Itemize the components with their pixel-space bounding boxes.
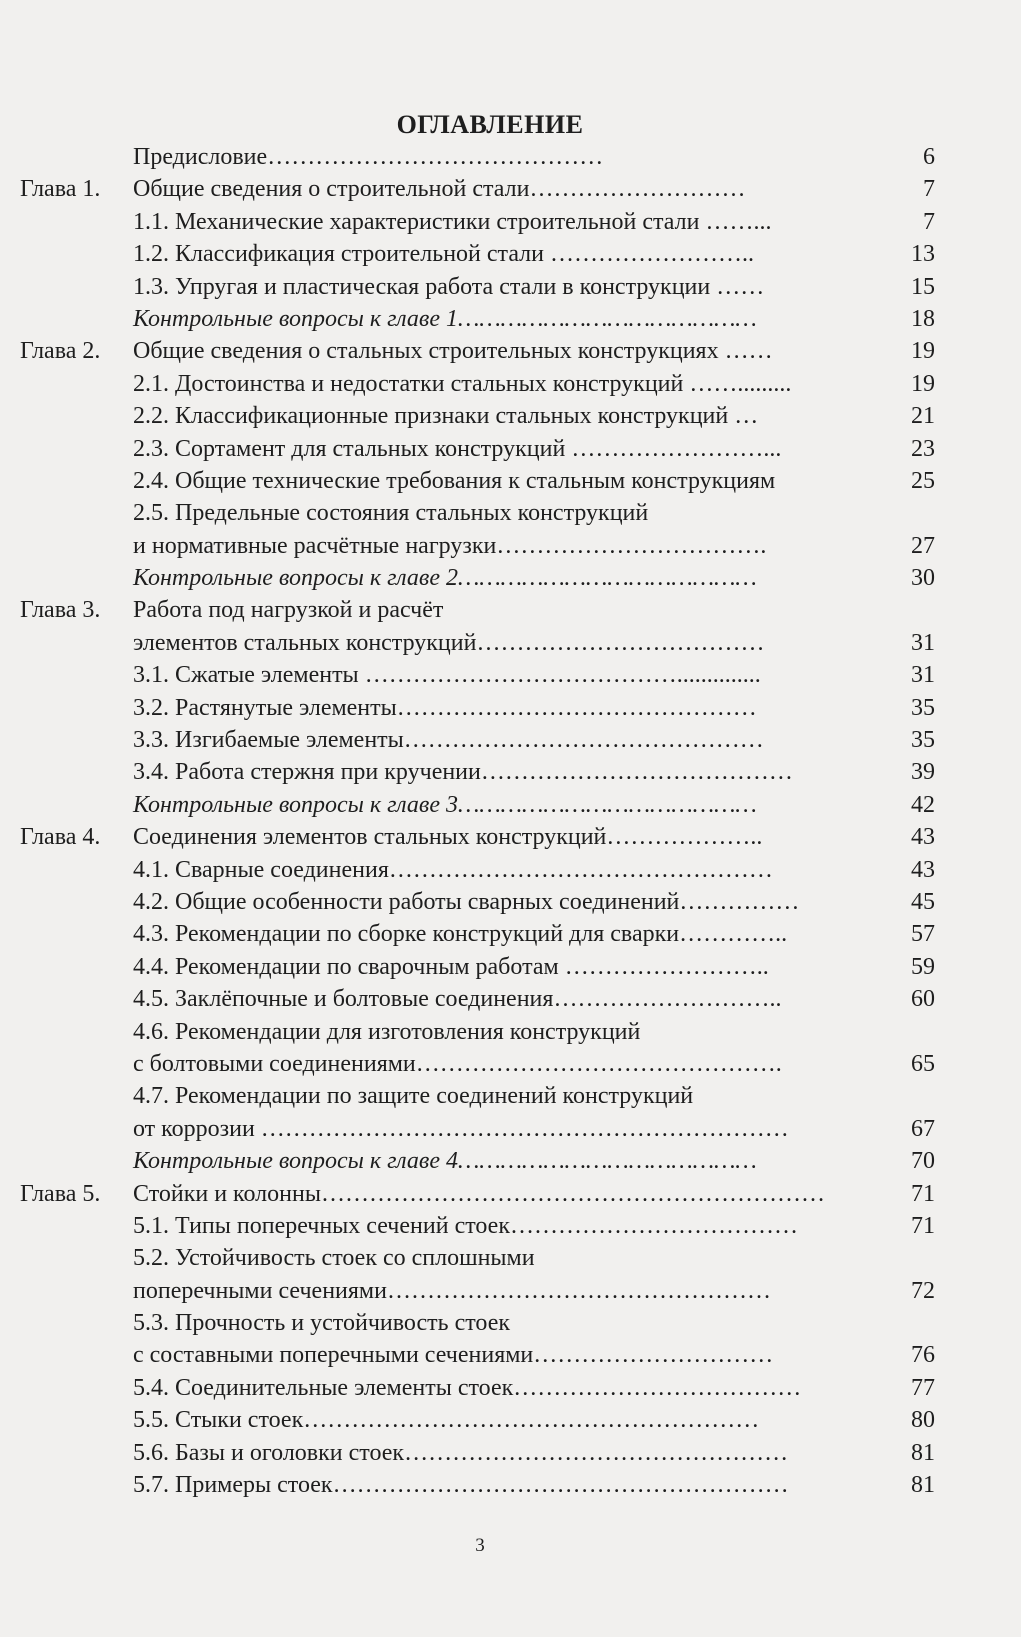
toc-entry-title [133,335,773,367]
toc-page-number: 19 [911,338,935,365]
toc-entry [0,271,1021,303]
toc-entry-title [133,1016,640,1048]
toc-entry-title [133,951,769,983]
toc-entry [0,1307,1021,1339]
toc-page-number: 70 [911,1148,935,1175]
toc-entry-text: Работа под нагрузкой и расчёт [133,597,444,624]
toc-dot-leader: …………………………………… [457,1148,757,1175]
toc-entry-title [133,497,648,529]
toc-entry-text: 5.7. Примеры стоек [133,1472,333,1499]
toc-entry [0,692,1021,724]
toc-entry [0,1469,1021,1501]
toc-entry-text: Соединения элементов стальных конструкций [133,824,607,851]
toc-page-number: 59 [911,953,935,980]
toc-entry-text: Контрольные вопросы к главе 4 [133,1148,458,1175]
toc-entry [0,368,1021,400]
page-number: 3 [475,1535,485,1556]
toc-dot-leader: ……………………... [565,435,782,462]
toc-dot-leader: ……………………………. [496,532,767,559]
toc-dot-leader: … [728,403,759,430]
toc-page-number: 42 [911,791,935,818]
toc-entry-text: 4.3. Рекомендации по сборке конструкций для сварки [133,921,680,948]
table-of-contents [0,141,1021,1501]
toc-entry-text: 3.1. Сжатые элементы [133,662,359,689]
toc-entry [0,789,1021,821]
toc-dot-leader: …………………….. [558,953,769,980]
toc-page-number: 7 [923,176,935,203]
toc-dot-leader: ………………………………………………… [332,1472,789,1499]
toc-entry-text: 5.6. Базы и оголовки стоек [133,1439,405,1466]
toc-page-number: 65 [911,1050,935,1077]
toc-entry-title [133,983,781,1015]
toc-dot-leader: …………………………………… [457,305,757,332]
toc-entry-text: Общие сведения о строительной стали [133,176,530,203]
toc-dot-leader: ……………………………………………………… [320,1180,825,1207]
toc-chapter-label: Глава 4. [20,824,101,851]
toc-page-number: 60 [911,986,935,1013]
toc-dot-leader: ………………………………….............. [358,662,761,689]
toc-entry-title [133,271,764,303]
toc-entry-text: 4.7. Рекомендации по защите соединений конструкций [133,1083,694,1110]
toc-entry-text: 4.2. Общие особенности работы сварных соединений [133,888,680,915]
toc-page-number: 6 [923,144,935,170]
toc-entry-text: элементов стальных конструкций [133,629,477,656]
toc-entry-text: 1.1. Механические характеристики строительной стали [133,208,700,235]
toc-entry-text: Стойки и колонны [133,1180,321,1207]
toc-entry [0,238,1021,270]
toc-entry-text: 5.3. Прочность и устойчивость стоек [133,1310,511,1337]
toc-entry-text: с болтовыми соединениями [133,1050,416,1077]
toc-entry-title [133,1080,693,1112]
toc-dot-leader: …………………….. [544,241,754,268]
toc-page-number: 43 [911,856,935,883]
toc-entry-text: 1.2. Классификация строительной стали [133,241,544,268]
toc-entry-title [133,659,761,691]
toc-entry-text: 4.1. Сварные соединения [133,856,389,883]
toc-entry [0,918,1021,950]
toc-entry-title [133,1275,771,1307]
toc-entry-title [133,238,754,270]
toc-entry [0,1242,1021,1274]
toc-entry-title [133,173,745,205]
toc-entry-title [133,1242,535,1274]
toc-entry-text: и нормативные расчётные нагрузки [133,532,497,559]
toc-entry [0,1339,1021,1371]
toc-dot-leader: ……………………………… [510,1212,798,1239]
toc-dot-leader: ………………………………………… [388,856,773,883]
toc-page-number: 7 [923,208,935,235]
toc-entry-text: 2.5. Предельные состояния стальных конструкций [133,500,649,527]
toc-entry-title [133,530,766,562]
toc-entry-text: 4.4. Рекомендации по сварочным работам [133,953,559,980]
toc-entry-title [133,918,787,950]
toc-page-number: 80 [911,1407,935,1434]
toc-entry-title [133,433,781,465]
toc-page-number: 27 [911,532,935,559]
toc-page-number: 71 [911,1212,935,1239]
toc-entry [0,335,1021,367]
toc-entry-title [133,1339,773,1371]
toc-dot-leader: …… [718,338,773,365]
toc-entry-title [133,1372,801,1404]
toc-dot-leader: ……………….. [606,824,763,851]
toc-page-number: 35 [911,694,935,721]
toc-entry [0,983,1021,1015]
toc-entry [0,206,1021,238]
toc-entry-text: 2.2. Классификационные признаки стальных конструкций [133,403,729,430]
toc-page-number: 31 [911,629,935,656]
toc-entry-text: 3.4. Работа стержня при кручении [133,759,481,786]
toc-entry-text: 4.6. Рекомендации для изготовления конструкций [133,1018,641,1045]
toc-entry-title [133,594,443,626]
toc-entry-title [133,1178,825,1210]
toc-entry [0,562,1021,594]
toc-dot-leader: ……………………………………… [403,727,764,754]
toc-dot-leader: ……………………….. [553,986,782,1013]
toc-entry-title [133,789,757,821]
toc-dot-leader: ……………………… [529,176,746,203]
toc-entry [0,1145,1021,1177]
toc-entry [0,1437,1021,1469]
toc-entry-title [133,886,799,918]
toc-entry-title [133,206,771,238]
toc-entry [0,530,1021,562]
toc-entry [0,724,1021,756]
toc-entry-text: 2.1. Достоинства и недостатки стальных конструкций [133,370,684,397]
toc-entry-title [133,141,603,173]
toc-page-number: 19 [911,370,935,397]
toc-page-number: 15 [911,273,935,300]
toc-page-number: 81 [911,1439,935,1466]
toc-page-number: 21 [911,403,935,430]
toc-entry-text: поперечными сечениями [133,1277,387,1304]
toc-dot-leader: ………………………………………………… [303,1407,760,1434]
toc-entry-title [133,627,764,659]
toc-entry-title [133,724,764,756]
toc-entry [0,854,1021,886]
toc-dot-leader: ………………………… [533,1342,774,1369]
toc-page-number: 31 [911,662,935,689]
toc-dot-leader: …………………………………… [457,565,757,592]
toc-entry [0,594,1021,626]
toc-page-number: 30 [911,565,935,592]
toc-entry [0,173,1021,205]
toc-entry-title [133,368,791,400]
toc-entry-title [133,1469,789,1501]
toc-page-number: 76 [911,1342,935,1369]
toc-page-number: 71 [911,1180,935,1207]
toc-entry [0,627,1021,659]
toc-entry-text: Контрольные вопросы к главе 2 [133,565,458,592]
toc-page-number: 13 [911,241,935,268]
toc-entry [0,303,1021,335]
toc-page-number: 35 [911,727,935,754]
toc-entry-text: Контрольные вопросы к главе 3 [133,791,458,818]
toc-entry [0,1016,1021,1048]
toc-page-number: 23 [911,435,935,462]
toc-entry-text: 3.3. Изгибаемые элементы [133,727,404,754]
toc-page-number: 18 [911,305,935,332]
toc-entry-title [133,465,775,497]
toc-entry-title [133,756,793,788]
toc-entry-text: 5.4. Соединительные элементы стоек [133,1374,514,1401]
toc-entry [0,1080,1021,1112]
toc-entry-title [133,1113,789,1145]
toc-entry-title [133,1307,510,1339]
toc-entry [0,141,1021,173]
toc-entry [0,1275,1021,1307]
toc-page-number: 81 [911,1472,935,1499]
toc-entry-text: 2.3. Сортамент для стальных конструкций [133,435,566,462]
toc-entry-title [133,1404,759,1436]
toc-dot-leader: ………………………………… [480,759,793,786]
toc-entry [0,1048,1021,1080]
page-title: ОГЛАВЛЕНИЕ [396,110,584,139]
toc-entry-title [133,1048,782,1080]
toc-chapter-label: Глава 5. [20,1180,101,1207]
toc-entry-text: от коррозии [133,1115,255,1142]
toc-entry [0,433,1021,465]
toc-dot-leader: ………………………………………. [415,1050,782,1077]
toc-chapter-label: Глава 3. [20,597,101,624]
toc-dot-leader: ………………………………………………………… [254,1115,789,1142]
toc-dot-leader: ………………………………………… [386,1277,771,1304]
toc-entry [0,659,1021,691]
toc-entry-title [133,821,762,853]
toc-entry-text: 1.3. Упругая и пластическая работа стали в конструкции [133,273,711,300]
toc-page-number: 67 [911,1115,935,1142]
toc-entry-text: 5.1. Типы поперечных сечений стоек [133,1212,510,1239]
toc-entry [0,951,1021,983]
toc-dot-leader: …………………………………… [457,791,757,818]
toc-dot-leader: ……......... [683,370,792,397]
toc-chapter-label: Глава 2. [20,338,101,365]
toc-page-number: 57 [911,921,935,948]
toc-dot-leader: ……... [699,208,772,235]
toc-entry [0,400,1021,432]
toc-dot-leader: ………………………………………… [404,1439,789,1466]
toc-page-number: 72 [911,1277,935,1304]
toc-dot-leader: ……………………………………… [396,694,757,721]
toc-entry-text: Предисловие [133,144,268,170]
toc-entry-title [133,303,757,335]
toc-dot-leader: …… [710,273,765,300]
toc-entry-text: Контрольные вопросы к главе 1 [133,305,458,332]
toc-page-number: 43 [911,824,935,851]
toc-dot-leader: …………………………………… [267,144,604,170]
toc-entry-text: 5.5. Стыки стоек [133,1407,304,1434]
toc-dot-leader: ……………………………… [476,629,765,656]
toc-entry-title [133,854,773,886]
toc-entry [0,1113,1021,1145]
toc-page-number: 25 [911,467,935,494]
toc-chapter-label: Глава 1. [20,176,101,203]
toc-entry-text: 5.2. Устойчивость стоек со сплошными [133,1245,535,1272]
toc-dot-leader: …………… [679,888,800,915]
toc-entry-title [133,1437,788,1469]
toc-page-number: 39 [911,759,935,786]
toc-entry-title [133,562,757,594]
toc-page-number: 45 [911,888,935,915]
toc-entry-text: с составными поперечными сечениями [133,1342,534,1369]
toc-entry [0,497,1021,529]
toc-entry [0,1178,1021,1210]
toc-entry-title [133,692,757,724]
toc-entry-text: 4.5. Заклёпочные и болтовые соединения [133,986,554,1013]
toc-entry [0,1372,1021,1404]
toc-dot-leader: ………….. [679,921,788,948]
toc-entry-text: Общие сведения о стальных строительных конструкциях [133,338,719,365]
toc-entry-text: 2.4. Общие технические требования к стальным конструкциям [133,467,776,494]
toc-entry [0,1210,1021,1242]
toc-entry-title [133,400,758,432]
toc-entry [0,465,1021,497]
toc-entry [0,756,1021,788]
toc-entry-text: 3.2. Растянутые элементы [133,694,397,721]
toc-page-number: 77 [911,1374,935,1401]
toc-entry [0,821,1021,853]
toc-entry [0,1404,1021,1436]
toc-entry-title [133,1145,757,1177]
toc-dot-leader: ……………………………… [513,1374,802,1401]
toc-entry-title [133,1210,798,1242]
toc-entry [0,886,1021,918]
